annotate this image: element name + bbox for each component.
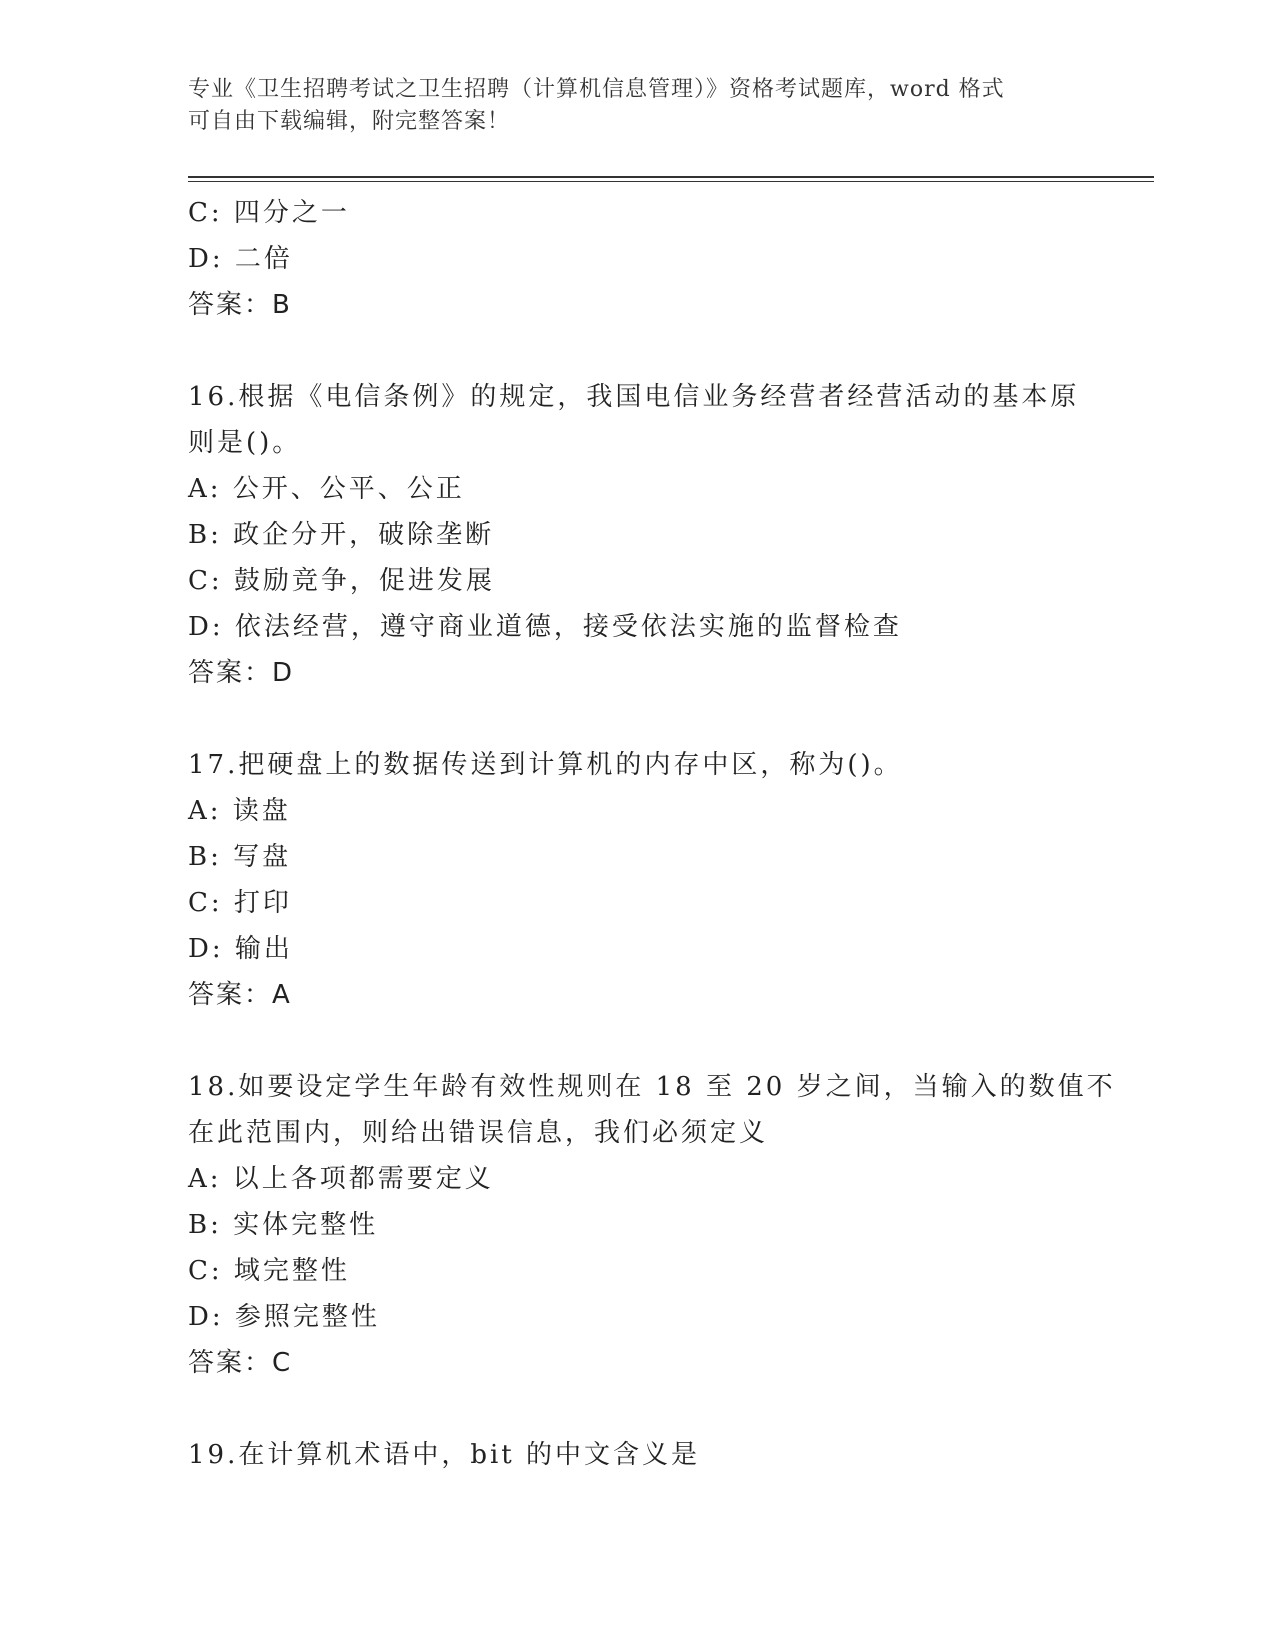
- header-rule-thick: [188, 176, 1154, 178]
- document-header: [188, 74, 1088, 138]
- spacer: [188, 1386, 1088, 1432]
- question-17: [188, 742, 1088, 1018]
- question-stem: 16.根据《电信条例》的规定，我国电信业务经营者经营活动的基本原: [188, 382, 1080, 412]
- spacer: [188, 328, 1088, 374]
- question-stem: 在此范围内，则给出错误信息，我们必须定义: [188, 1118, 769, 1148]
- question-content: [188, 190, 1116, 1478]
- option-d: D: 参照完整性: [188, 1302, 380, 1332]
- answer-line: 答案：D: [188, 658, 295, 688]
- option-b: B: 政企分开，破除垄断: [188, 520, 495, 550]
- header-line-2: 可自由下载编辑，附完整答案！: [188, 109, 511, 134]
- question-stem: 19.在计算机术语中，bit 的中文含义是: [188, 1440, 701, 1470]
- option-c: C: 打印: [188, 888, 292, 918]
- question-stem: 则是()。: [188, 428, 302, 458]
- option-a: A: 以上各项都需要定义: [188, 1164, 494, 1194]
- header-line-1: 专业《卫生招聘考试之卫生招聘（计算机信息管理）》资格考试题库，word 格式: [188, 77, 1005, 102]
- option-c: C: 四分之一: [188, 198, 350, 228]
- spacer: [188, 696, 1088, 742]
- option-d: D: 输出: [188, 934, 293, 964]
- question-15-tail: [188, 190, 1088, 328]
- option-b: B: 写盘: [188, 842, 292, 872]
- option-a: A: 公开、公平、公正: [188, 474, 465, 504]
- question-stem: 18.如要设定学生年龄有效性规则在 18 至 20 岁之间，当输入的数值不: [188, 1072, 1116, 1102]
- option-b: B: 实体完整性: [188, 1210, 379, 1240]
- option-c: C: 域完整性: [188, 1256, 350, 1286]
- question-16: [188, 374, 1088, 696]
- question-19: [188, 1432, 1088, 1478]
- spacer: [188, 1018, 1088, 1064]
- option-d: D: 依法经营，遵守商业道德，接受依法实施的监督检查: [188, 612, 902, 642]
- question-18: [188, 1064, 1116, 1386]
- answer-line: 答案：C: [188, 1348, 293, 1378]
- header-rule-thin: [188, 181, 1154, 182]
- answer-line: 答案：B: [188, 290, 292, 320]
- option-c: C: 鼓励竞争，促进发展: [188, 566, 495, 596]
- option-a: A: 读盘: [188, 796, 291, 826]
- answer-line: 答案：A: [188, 980, 292, 1010]
- option-d: D: 二倍: [188, 244, 293, 274]
- question-stem: 17.把硬盘上的数据传送到计算机的内存中区，称为()。: [188, 750, 903, 780]
